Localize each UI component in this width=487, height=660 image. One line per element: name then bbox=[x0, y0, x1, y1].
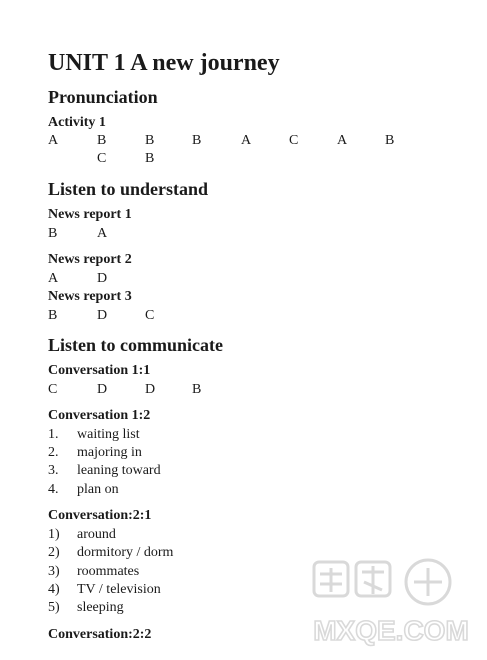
answer-cell: B bbox=[192, 133, 202, 148]
list-item-text: majoring in bbox=[77, 445, 142, 460]
list-item-text: roommates bbox=[77, 564, 140, 579]
answer-cell: D bbox=[97, 308, 108, 323]
answer-cell: C bbox=[48, 382, 58, 397]
list-item-number: 5) bbox=[48, 600, 60, 615]
conversation-2-2-label: Conversation:2:2 bbox=[48, 627, 152, 642]
answer-cell: C bbox=[145, 308, 155, 323]
section-heading-listen-to-communicate: Listen to communicate bbox=[48, 335, 223, 355]
conversation-1-2-list bbox=[0, 426, 487, 498]
list-item bbox=[0, 526, 487, 544]
conversation-1-1-label: Conversation 1:1 bbox=[48, 363, 151, 378]
list-item-text: around bbox=[77, 527, 116, 542]
answer-cell: B bbox=[48, 308, 58, 323]
section-heading-pronunciation: Pronunciation bbox=[48, 87, 158, 107]
answer-cell: B bbox=[97, 133, 107, 148]
conversation-1-2-label: Conversation 1:2 bbox=[48, 408, 151, 423]
list-item-number: 2) bbox=[48, 545, 60, 560]
answer-cell: D bbox=[97, 271, 108, 286]
list-item-number: 1) bbox=[48, 527, 60, 542]
answer-cell: C bbox=[97, 151, 107, 166]
watermark-text: MXQE.COM bbox=[313, 615, 469, 646]
answer-cell: D bbox=[145, 382, 156, 397]
answer-cell: B bbox=[192, 382, 202, 397]
list-item-number: 1. bbox=[48, 427, 59, 442]
list-item-text: dormitory / dorm bbox=[77, 545, 174, 560]
list-item-text: waiting list bbox=[77, 427, 140, 442]
conversation-2-1-label: Conversation:2:1 bbox=[48, 508, 152, 523]
list-item-number: 4) bbox=[48, 582, 60, 597]
answer-cell: B bbox=[145, 133, 155, 148]
list-item-text: plan on bbox=[77, 482, 119, 497]
list-item-text: sleeping bbox=[77, 600, 124, 615]
list-item-number: 4. bbox=[48, 482, 59, 497]
conversation-1-1-answers bbox=[0, 381, 487, 399]
news-report-1-answers bbox=[0, 225, 487, 243]
list-item-number: 3) bbox=[48, 564, 60, 579]
answer-cell: A bbox=[241, 133, 252, 148]
answer-cell: D bbox=[97, 382, 108, 397]
news-report-1-label: News report 1 bbox=[48, 207, 132, 222]
list-item bbox=[0, 481, 487, 499]
answer-cell: A bbox=[337, 133, 348, 148]
list-item-number: 2. bbox=[48, 445, 59, 460]
activity-1-answers-row-2 bbox=[0, 150, 487, 168]
answer-cell: B bbox=[145, 151, 155, 166]
answer-cell: B bbox=[385, 133, 395, 148]
section-heading-listen-to-understand: Listen to understand bbox=[48, 179, 209, 199]
answer-cell: A bbox=[48, 271, 59, 286]
answer-cell: A bbox=[97, 226, 108, 241]
activity-1-answers-row-1 bbox=[0, 132, 487, 150]
answer-cell: C bbox=[289, 133, 299, 148]
list-item bbox=[0, 444, 487, 462]
page-title: UNIT 1 A new journey bbox=[48, 50, 280, 76]
list-item-text: leaning toward bbox=[77, 463, 161, 478]
list-item bbox=[0, 462, 487, 480]
answer-cell: B bbox=[48, 226, 58, 241]
list-item bbox=[0, 426, 487, 444]
news-report-2-label: News report 2 bbox=[48, 252, 132, 267]
answer-cell: A bbox=[48, 133, 59, 148]
list-item-number: 3. bbox=[48, 463, 59, 478]
list-item-text: TV / television bbox=[77, 582, 161, 597]
news-report-3-label: News report 3 bbox=[48, 289, 132, 304]
site-watermark-logo bbox=[306, 556, 476, 650]
activity-1-label: Activity 1 bbox=[48, 115, 106, 130]
news-report-3-answers bbox=[0, 307, 487, 325]
news-report-2-answers bbox=[0, 270, 487, 288]
